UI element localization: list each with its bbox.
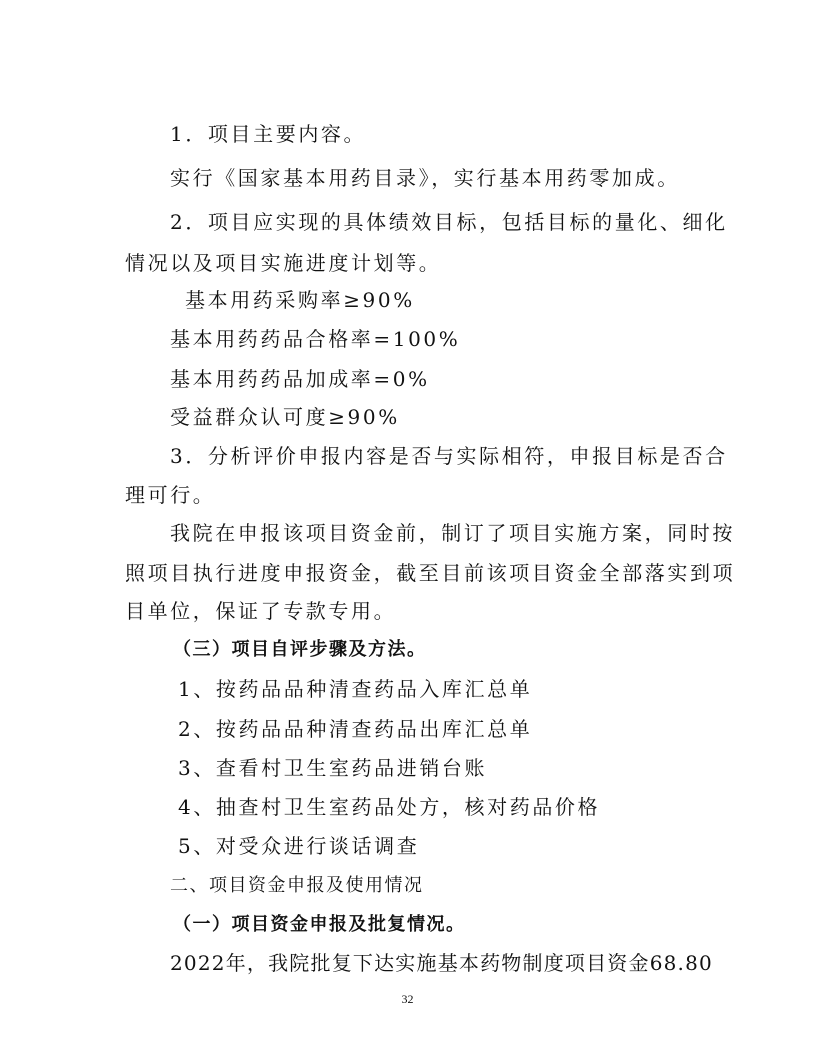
step-item: 1、按药品品种清查药品入库汇总单 <box>178 677 533 701</box>
paragraph-line: 情况以及项目实施进度计划等。 <box>125 251 442 275</box>
item-2-title: 2．项目应实现的具体绩效目标，包括目标的量化、细化 <box>170 210 728 234</box>
step-item: 2、按药品品种清查药品出库汇总单 <box>178 717 533 741</box>
section-heading: （三）项目自评步骤及方法。 <box>173 639 427 660</box>
chapter-heading: 二、项目资金申报及使用情况 <box>170 875 424 896</box>
indicator-line: 基本用药药品合格率=100% <box>170 327 461 351</box>
indicator-line: 基本用药采购率≥90% <box>185 288 415 312</box>
item-3-title: 3．分析评价申报内容是否与实际相符，申报目标是否合 <box>170 444 728 468</box>
paragraph-line: 照项目执行进度申报资金，截至目前该项目资金全部落实到项 <box>125 561 736 585</box>
step-item: 4、抽查村卫生室药品处方，核对药品价格 <box>178 795 601 819</box>
paragraph-line: 理可行。 <box>125 483 216 507</box>
paragraph-line: 实行《国家基本用药目录》，实行基本用药零加成。 <box>170 166 680 190</box>
step-item: 5、对受众进行谈话调查 <box>178 834 420 858</box>
page-number: 32 <box>401 992 414 1006</box>
step-item: 3、查看村卫生室药品进销台账 <box>178 756 488 780</box>
paragraph-line: 我院在申报该项目资金前，制订了项目实施方案，同时按 <box>170 521 735 545</box>
paragraph-line: 2022年，我院批复下达实施基本药物制度项目资金68.80 <box>170 951 713 975</box>
paragraph-line: 目单位，保证了专款专用。 <box>125 599 397 623</box>
item-1-title: 1．项目主要内容。 <box>170 122 367 146</box>
indicator-line: 受益群众认可度≥90% <box>170 405 400 429</box>
indicator-line: 基本用药药品加成率=0% <box>170 367 430 391</box>
section-heading: （一）项目资金申报及批复情况。 <box>173 914 466 935</box>
